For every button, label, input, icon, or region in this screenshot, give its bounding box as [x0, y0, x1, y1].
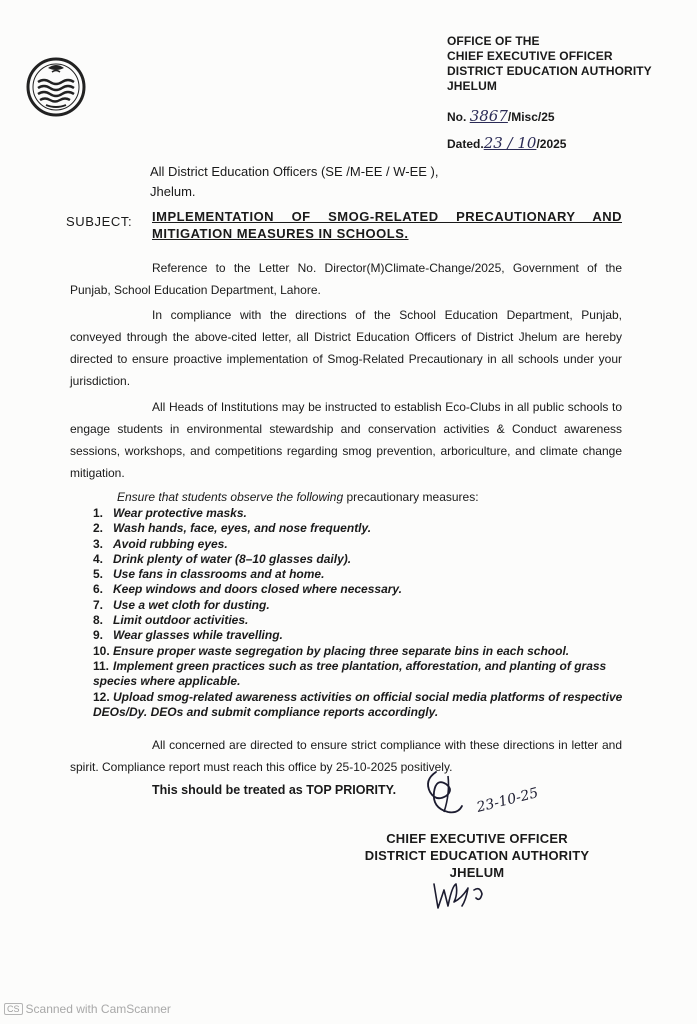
signature-line-2: DISTRICT EDUCATION AUTHORITY: [364, 848, 590, 863]
paragraph-eco-clubs: [70, 396, 622, 484]
reference-number: [447, 107, 555, 125]
measure-item: 9. Wear glasses while travelling.: [93, 628, 283, 643]
dated-line: [447, 134, 566, 152]
office-line-1: OFFICE OF THE: [447, 34, 540, 48]
addressee-line-2: Jhelum.: [150, 184, 196, 199]
addressee-line-1: All District Education Officers (SE /M-EE / W-EE ),: [150, 164, 439, 179]
office-line-2: CHIEF EXECUTIVE OFFICER: [447, 49, 613, 63]
camscanner-watermark: [4, 1002, 171, 1016]
handwritten-signature: [418, 766, 558, 826]
addressee: [150, 162, 438, 202]
office-line-3: DISTRICT EDUCATION AUTHORITY: [447, 64, 652, 78]
subject-label: SUBJECT:: [66, 214, 133, 229]
paragraph-eco-clubs-text: All Heads of Institutions may be instructed to establish Eco-Clubs in all public schools to engage students in environmental stewardship and conservation activities & Conduct awareness sessions, workshops, and competitions regarding smog prevention, arboriculture, and climate change mitigation.: [70, 400, 622, 480]
paragraph-reference-text: Reference to the Letter No. Director(M)Climate-Change/2025, Government of the Punjab, School Education Department, Lahore.: [70, 261, 622, 297]
office-header: [447, 34, 652, 94]
paragraph-compliance-text: In compliance with the directions of the School Education Department, Punjab, conveyed through the above-cited letter, all District Education Officers of District Jhelum are hereby directed to ensure proactive implementation of Smog-Related Precautionary in all schools under your jurisdiction.: [70, 308, 622, 388]
measure-item: 3. Avoid rubbing eyes.: [93, 536, 228, 551]
measure-item: 5. Use fans in classrooms and at home.: [93, 567, 325, 582]
measure-item: 4. Drink plenty of water (8–10 glasses daily).: [93, 551, 352, 566]
measure-item: 7. Use a wet cloth for dusting.: [93, 597, 270, 612]
dated-handwritten: 23 / 10: [483, 134, 537, 152]
paragraph-compliance: [70, 304, 622, 392]
signature-block: [352, 830, 602, 881]
measure-item: 11. Implement green practices such as tree plantation, afforestation, and planting of grass species where applicable.: [93, 658, 607, 689]
signature-line-1: CHIEF EXECUTIVE OFFICER: [386, 831, 568, 846]
camscanner-text: Scanned with CamScanner: [25, 1002, 171, 1016]
subject-text: IMPLEMENTATION OF SMOG-RELATED PRECAUTIONARY AND MITIGATION MEASURES IN SCHOOLS.: [152, 209, 622, 241]
measures-intro-rest: precautionary measures:: [343, 490, 479, 504]
dated-suffix: /2025: [536, 137, 567, 151]
punjab-government-logo: [26, 56, 86, 118]
measure-item: 1. Wear protective masks.: [93, 506, 247, 520]
handwritten-initials: [430, 876, 510, 916]
measure-item: 10. Ensure proper waste segregation by placing three separate bins in each school.: [93, 643, 570, 658]
ref-prefix: No.: [447, 110, 467, 124]
measure-item: 2. Wash hands, face, eyes, and nose frequently.: [93, 521, 372, 536]
measures-list: [93, 506, 625, 720]
dated-prefix: Dated.: [447, 137, 484, 151]
measure-item: 8. Limit outdoor activities.: [93, 613, 249, 628]
ref-handwritten-number: 3867: [469, 107, 508, 125]
signature-line-3: JHELUM: [449, 865, 505, 880]
measures-intro-italic: Ensure that students observe the following: [117, 490, 344, 504]
measure-item: 12. Upload smog-related awareness activities on official social media platforms of respective DEOs/Dy. DEOs and submit compliance reports accordingly.: [93, 689, 623, 719]
paragraph-closing-text: All concerned are directed to ensure strict compliance with these directions in letter and spirit. Compliance report must reach this office by 25-10-2025 positively.: [70, 738, 622, 774]
measure-item: 6. Keep windows and doors closed where necessary.: [93, 582, 402, 597]
signature-date: 23-10-25: [475, 785, 541, 816]
office-line-4: JHELUM: [447, 79, 497, 93]
camscanner-badge: CS: [4, 1003, 23, 1015]
paragraph-reference: [70, 257, 622, 301]
ref-suffix: /Misc/25: [507, 110, 555, 124]
priority-note: This should be treated as TOP PRIORITY.: [152, 783, 397, 797]
measures-intro: [117, 490, 479, 504]
